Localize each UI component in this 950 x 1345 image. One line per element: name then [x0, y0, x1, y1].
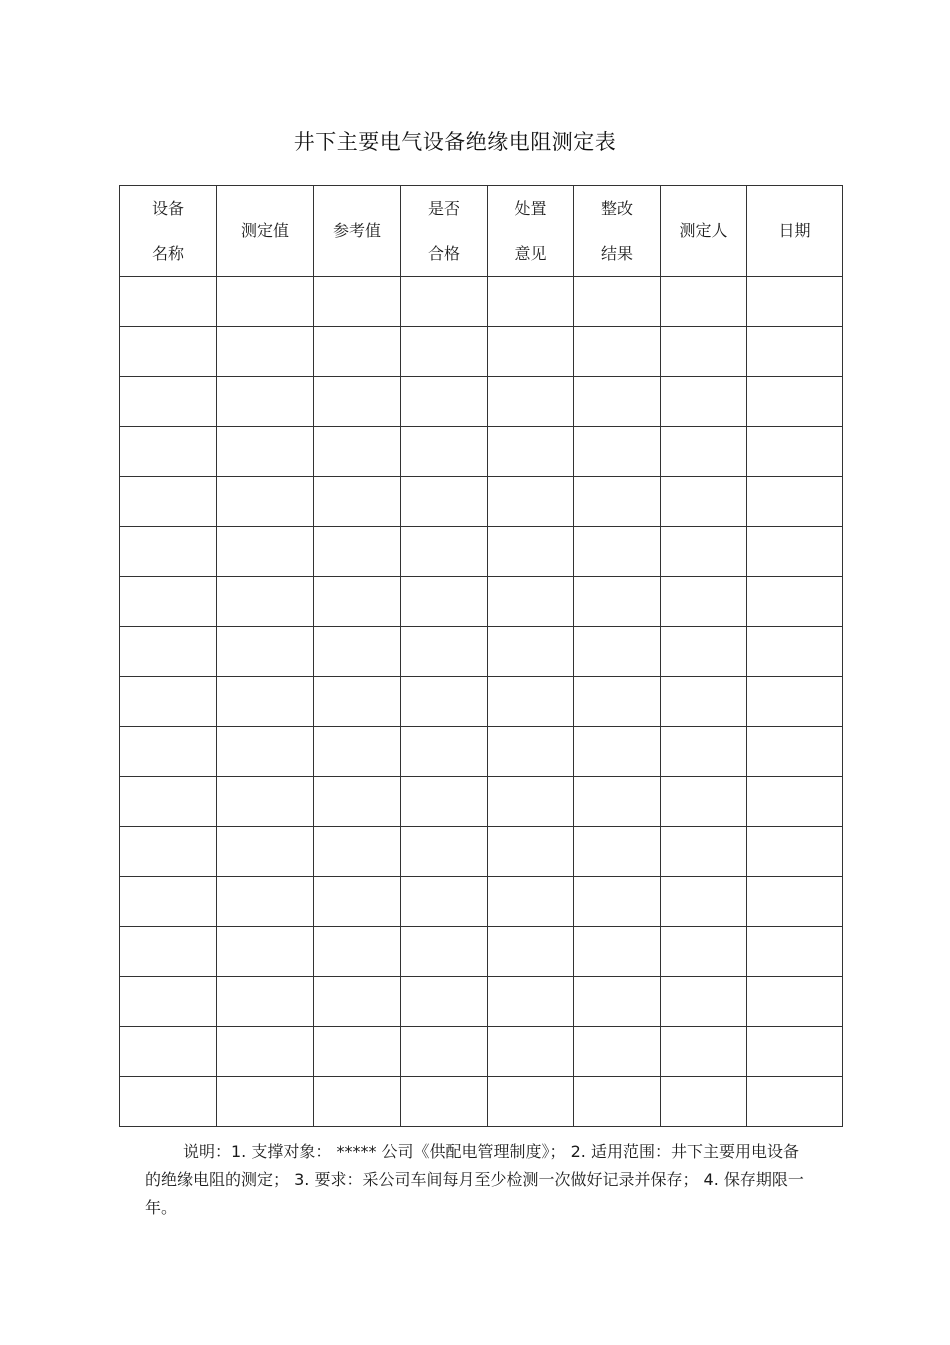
table-cell[interactable]: [314, 827, 401, 877]
table-cell[interactable]: [488, 677, 574, 727]
table-cell[interactable]: [314, 1077, 401, 1127]
table-cell[interactable]: [120, 1077, 217, 1127]
table-cell[interactable]: [314, 927, 401, 977]
table-cell[interactable]: [401, 327, 488, 377]
table-cell[interactable]: [217, 977, 314, 1027]
column-header-label: 是否: [427, 199, 460, 218]
table-cell[interactable]: [574, 777, 661, 827]
table-cell[interactable]: [120, 327, 217, 377]
table-row: [120, 527, 843, 577]
table-cell[interactable]: [661, 577, 747, 627]
table-row: [120, 377, 843, 427]
table-cell[interactable]: [488, 477, 574, 527]
column-header-label: 测定人: [679, 221, 728, 240]
table-cell[interactable]: [120, 527, 217, 577]
table-cell[interactable]: [314, 427, 401, 477]
table-row: [120, 577, 843, 627]
table-cell[interactable]: [488, 877, 574, 927]
table-cell[interactable]: [488, 527, 574, 577]
column-header: [314, 186, 401, 277]
table-cell[interactable]: [401, 727, 488, 777]
table-cell[interactable]: [217, 727, 314, 777]
table-cell[interactable]: [401, 877, 488, 927]
table-cell[interactable]: [401, 427, 488, 477]
table-row: [120, 477, 843, 527]
table-cell[interactable]: [314, 277, 401, 327]
document-title: 井下主要电气设备绝缘电阻测定表: [293, 130, 617, 154]
table-cell[interactable]: [488, 927, 574, 977]
table-cell[interactable]: [314, 977, 401, 1027]
table-cell[interactable]: [574, 1077, 661, 1127]
table-cell[interactable]: [661, 1077, 747, 1127]
table-cell[interactable]: [120, 827, 217, 877]
column-header: [488, 186, 574, 277]
table-cell[interactable]: [661, 927, 747, 977]
table-cell[interactable]: [314, 627, 401, 677]
table-row: [120, 827, 843, 877]
table-cell[interactable]: [747, 377, 843, 427]
table-cell[interactable]: [120, 927, 217, 977]
table-cell[interactable]: [747, 1027, 843, 1077]
table-cell[interactable]: [217, 677, 314, 727]
table-cell[interactable]: [217, 477, 314, 527]
table-cell[interactable]: [401, 1077, 488, 1127]
table-cell[interactable]: [217, 827, 314, 877]
table-cell[interactable]: [574, 427, 661, 477]
table-row: [120, 627, 843, 677]
table-body: [120, 277, 843, 1127]
table-cell[interactable]: [574, 977, 661, 1027]
table-cell[interactable]: [120, 1027, 217, 1077]
table-cell[interactable]: [574, 827, 661, 877]
table-cell[interactable]: [747, 327, 843, 377]
table-cell[interactable]: [574, 277, 661, 327]
table-cell[interactable]: [120, 977, 217, 1027]
table-cell[interactable]: [747, 877, 843, 927]
column-header-label: 名称: [151, 244, 184, 263]
column-header: [747, 186, 843, 277]
column-header-label: 处置: [514, 199, 547, 218]
table-cell[interactable]: [217, 877, 314, 927]
table-row: [120, 927, 843, 977]
table-cell[interactable]: [488, 627, 574, 677]
table-cell[interactable]: [401, 577, 488, 627]
table-cell[interactable]: [401, 477, 488, 527]
table-cell[interactable]: [747, 677, 843, 727]
table-cell[interactable]: [747, 577, 843, 627]
table-cell[interactable]: [120, 677, 217, 727]
table-cell[interactable]: [120, 377, 217, 427]
column-header-label: 参考值: [332, 221, 381, 240]
table-cell[interactable]: [314, 527, 401, 577]
table-cell[interactable]: [401, 827, 488, 877]
table-cell[interactable]: [120, 627, 217, 677]
column-header-label: 日期: [778, 221, 811, 240]
table-cell[interactable]: [314, 577, 401, 627]
table-cell[interactable]: [217, 1077, 314, 1127]
table-cell[interactable]: [661, 277, 747, 327]
column-header: [661, 186, 747, 277]
table-cell[interactable]: [574, 927, 661, 977]
table-cell[interactable]: [314, 877, 401, 927]
table-cell[interactable]: [488, 577, 574, 627]
table-cell[interactable]: [574, 877, 661, 927]
table-cell[interactable]: [747, 977, 843, 1027]
table-cell[interactable]: [574, 627, 661, 677]
table-cell[interactable]: [574, 477, 661, 527]
table-cell[interactable]: [401, 627, 488, 677]
table-header-row: [120, 186, 843, 277]
table-cell[interactable]: [574, 527, 661, 577]
table-cell[interactable]: [661, 877, 747, 927]
table-cell[interactable]: [401, 1027, 488, 1077]
table-cell[interactable]: [747, 627, 843, 677]
table-cell[interactable]: [401, 527, 488, 577]
table-cell[interactable]: [747, 777, 843, 827]
table-cell[interactable]: [747, 827, 843, 877]
table-cell[interactable]: [401, 377, 488, 427]
table-cell[interactable]: [574, 727, 661, 777]
table-cell[interactable]: [314, 677, 401, 727]
column-header: [401, 186, 488, 277]
table-cell[interactable]: [217, 277, 314, 327]
table-cell[interactable]: [314, 377, 401, 427]
table-row: [120, 677, 843, 727]
table-cell[interactable]: [488, 777, 574, 827]
table-cell[interactable]: [574, 327, 661, 377]
column-header-label: 结果: [600, 244, 633, 263]
table-cell[interactable]: [488, 327, 574, 377]
column-header-label: 测定值: [240, 221, 289, 240]
table-cell[interactable]: [488, 727, 574, 777]
table-cell[interactable]: [120, 727, 217, 777]
table-row: [120, 1077, 843, 1127]
table-cell[interactable]: [747, 477, 843, 527]
table-cell[interactable]: [314, 777, 401, 827]
table-cell[interactable]: [217, 1027, 314, 1077]
insulation-resistance-table: [119, 185, 843, 1127]
column-header: [120, 186, 217, 277]
column-header-label: 合格: [427, 244, 460, 263]
table-cell[interactable]: [661, 327, 747, 377]
table-row: [120, 427, 843, 477]
table-cell[interactable]: [488, 1077, 574, 1127]
column-header-label: 整改: [600, 199, 633, 218]
table-cell[interactable]: [217, 777, 314, 827]
table-cell[interactable]: [401, 777, 488, 827]
table-cell[interactable]: [661, 627, 747, 677]
table-cell[interactable]: [661, 477, 747, 527]
table-cell[interactable]: [661, 527, 747, 577]
table-cell[interactable]: [747, 427, 843, 477]
table-cell[interactable]: [574, 677, 661, 727]
column-header-label: 设备: [151, 199, 184, 218]
table-cell[interactable]: [120, 577, 217, 627]
table-row: [120, 1027, 843, 1077]
table-row: [120, 727, 843, 777]
table-cell[interactable]: [488, 427, 574, 477]
table-cell[interactable]: [120, 777, 217, 827]
table-row: [120, 977, 843, 1027]
table-cell[interactable]: [120, 277, 217, 327]
table-cell[interactable]: [661, 777, 747, 827]
table-cell[interactable]: [661, 827, 747, 877]
column-header: [574, 186, 661, 277]
explanatory-note: 说明：1. 支撑对象： ***** 公司《供配电管理制度》； 2. 适用范围：井下主要用电设备的绝缘电阻的测定； 3. 要求：采公司车间每月至少检测一次做好记录并保存； 4. 保存期限一年。: [145, 1142, 804, 1217]
table-cell[interactable]: [574, 377, 661, 427]
table-row: [120, 327, 843, 377]
table-cell[interactable]: [120, 877, 217, 927]
table-cell[interactable]: [314, 477, 401, 527]
table-cell[interactable]: [488, 827, 574, 877]
table-cell[interactable]: [217, 327, 314, 377]
table-cell[interactable]: [217, 427, 314, 477]
table-cell[interactable]: [217, 377, 314, 427]
table-cell[interactable]: [747, 927, 843, 977]
table-cell[interactable]: [747, 527, 843, 577]
table-cell[interactable]: [747, 727, 843, 777]
table-cell[interactable]: [314, 727, 401, 777]
table-cell[interactable]: [747, 1077, 843, 1127]
table-cell[interactable]: [314, 327, 401, 377]
table-cell[interactable]: [574, 1027, 661, 1077]
column-header-label: 意见: [514, 244, 547, 263]
table-cell[interactable]: [661, 727, 747, 777]
table-cell[interactable]: [401, 277, 488, 327]
table-cell[interactable]: [217, 577, 314, 627]
table-cell[interactable]: [661, 1027, 747, 1077]
table-cell[interactable]: [661, 677, 747, 727]
table-cell[interactable]: [488, 377, 574, 427]
table-cell[interactable]: [574, 577, 661, 627]
table-cell[interactable]: [120, 477, 217, 527]
table-cell[interactable]: [488, 277, 574, 327]
table-cell[interactable]: [217, 527, 314, 577]
table-cell[interactable]: [401, 677, 488, 727]
table-cell[interactable]: [661, 377, 747, 427]
table-cell[interactable]: [401, 927, 488, 977]
table-row: [120, 877, 843, 927]
table-cell[interactable]: [488, 1027, 574, 1077]
table-cell[interactable]: [661, 427, 747, 477]
table-cell[interactable]: [217, 927, 314, 977]
table-row: [120, 777, 843, 827]
table-cell[interactable]: [488, 977, 574, 1027]
table-cell[interactable]: [217, 627, 314, 677]
table-cell[interactable]: [747, 277, 843, 327]
table-cell[interactable]: [661, 977, 747, 1027]
column-header: [217, 186, 314, 277]
table-cell[interactable]: [314, 1027, 401, 1077]
table-row: [120, 277, 843, 327]
table-cell[interactable]: [401, 977, 488, 1027]
table-cell[interactable]: [120, 427, 217, 477]
